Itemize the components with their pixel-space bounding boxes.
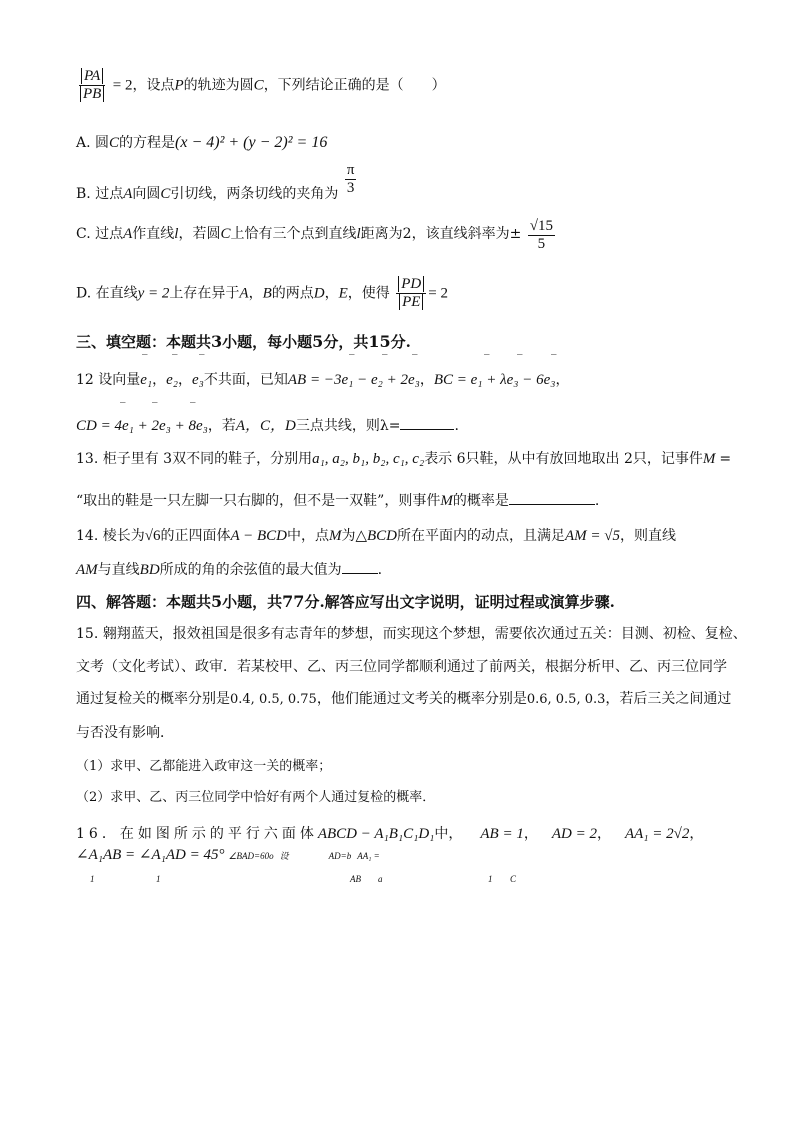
q16-subscript: 1 [156, 874, 161, 884]
option-b-fraction [345, 162, 357, 197]
line-bd: BD [139, 562, 160, 578]
q12-line-2 [76, 417, 459, 435]
vector-bar: ‾ [152, 401, 158, 414]
vector-bar: ‾ [349, 353, 355, 366]
q13-shoe-vars: a₁, a₂, b₁, b₂, c₁, c₂ [312, 451, 425, 467]
section-3-count: 3 [211, 332, 223, 351]
section-3-end: 分. [390, 333, 411, 351]
section-3-mid-2: 分，共 [323, 333, 369, 351]
section-4-end: 分.解答应写出文字说明，证明过程或演算步骤. [304, 593, 615, 611]
q11-text: ，设点 [132, 77, 175, 94]
vector-e3: e₃ [192, 372, 204, 388]
q16-text: 16．在如图所示的平行六面体 [76, 826, 318, 842]
q14-edge-length: √6 [144, 528, 161, 544]
q14-text-4: 为 [341, 528, 356, 544]
q15-subquestion-2: （2）求甲、乙、丙三位同学中恰好有两个人通过复检的概率． [76, 790, 436, 805]
option-b-var-c: C [160, 185, 171, 202]
option-d-label: D. 在直线 [76, 285, 138, 302]
q11-text-3: ，下列结论正确的是（ ） [263, 77, 446, 94]
q14-condition: AM = √5 [565, 528, 621, 544]
option-c-text-3: 上恰有三个点到直线 [230, 225, 357, 242]
vector-bar: ‾ [190, 401, 196, 414]
q13-text-4: 的概率是 [452, 493, 509, 509]
option-c-text: 作直线 [132, 225, 175, 242]
q16-let: 设 [279, 851, 289, 861]
q16-aa1-eq: AA₁ = [357, 851, 380, 861]
q11-text-2: 的轨迹为圆 [183, 77, 254, 94]
q16-solid: ABCD − A₁B₁C₁D₁ [317, 826, 435, 842]
option-a-text: 的方程是 [119, 135, 176, 151]
q12-sep: ， [152, 372, 167, 388]
option-d-var-b: B [262, 285, 272, 302]
q16-angle-bad: ∠BAD=60o [228, 851, 274, 861]
section-3-title: 三、填空题：本题共 [76, 333, 212, 351]
section-3-mid: 小题，每小题 [222, 333, 313, 351]
q14-text-3: 中，点 [286, 528, 329, 544]
option-d-var-d: D [313, 285, 325, 302]
option-d-text-4: ， [324, 285, 339, 302]
q13-line-1 [76, 450, 731, 468]
ratio-denominator: PB [80, 86, 104, 102]
option-c-var-c: C [220, 225, 231, 242]
q13-eq: = [719, 451, 732, 467]
vector-bar: ‾ [199, 353, 205, 366]
exam-probabilities: 0.6, 0.5, 0.3 [526, 692, 606, 707]
q12-end: . [454, 418, 459, 434]
vector-bar: ‾ [412, 353, 418, 366]
q16-line-1 [76, 825, 703, 843]
option-c-text-2: ，若圆 [178, 225, 221, 242]
ratio-fraction [78, 68, 106, 103]
option-a-label: A. 圆 [76, 135, 110, 151]
option-b [76, 162, 358, 202]
vector-bar: ‾ [120, 401, 126, 414]
vector-bar: ‾ [382, 353, 388, 366]
option-b-text: 向圆 [132, 185, 161, 202]
answer-blank[interactable] [509, 504, 595, 505]
vector-bc-expr: BC = e₁ + λe₃ − 6e₃ [433, 372, 556, 388]
section-3-points: 5 [312, 332, 324, 351]
q16-a-label: a [378, 874, 383, 884]
option-b-denominator: 3 [346, 180, 355, 196]
q16-aa1: AA₁ = 2√2 [624, 826, 690, 842]
q14-triangle: △BCD [355, 528, 398, 544]
q12-sep: ， [178, 372, 193, 388]
q13-text-3: “取出的鞋是一只左脚一只右脚的，但不是一双鞋”，则事件 [76, 493, 441, 509]
option-c-numerator: √15 [529, 218, 553, 234]
event-m: M [440, 493, 453, 509]
vector-bar: ‾ [517, 353, 523, 366]
option-c [76, 216, 557, 251]
q16-ab-label: AB [350, 874, 361, 884]
q13-end: . [594, 493, 600, 509]
option-d-var-e: E [338, 285, 348, 302]
answer-blank[interactable] [400, 429, 454, 430]
q12-text: 12 设向量 [76, 372, 141, 388]
option-b-text-2: 引切线，两条切线的夹角为 [170, 185, 339, 202]
q16-sep: ， [596, 826, 611, 842]
q16-ad-b: AD=b [328, 851, 352, 861]
vector-cd-expr: CD = 4e₁ + 2e₃ + 8e₃ [76, 418, 208, 434]
ratio-numerator: PA [81, 68, 103, 84]
q12-sep: ， [419, 372, 434, 388]
option-a-equation: (x − 4)² + (y − 2)² = 16 [175, 134, 328, 151]
q13-text: 13. 柜子里有 3双不同的鞋子，分别用 [76, 451, 313, 467]
option-d-line-eq: y = 2 [137, 285, 170, 302]
q12-text-4: 三点共线，则λ= [295, 418, 401, 434]
option-d-fraction [396, 276, 426, 311]
q11-condition-line [76, 68, 446, 103]
option-d-text-3: 的两点 [271, 285, 314, 302]
q16-text-2: 中， [434, 826, 463, 842]
option-d-eq-2: = 2 [428, 285, 448, 302]
answer-blank[interactable] [342, 573, 378, 574]
var-p: P [174, 77, 184, 94]
option-d-text-2: ， [248, 285, 263, 302]
q14-line-1 [76, 527, 676, 545]
option-b-numerator: π [346, 162, 355, 178]
q16-sep: ， [523, 826, 538, 842]
q16-sep: ， [689, 826, 704, 842]
option-c-fraction [528, 218, 555, 253]
q15-line-3 [76, 690, 731, 709]
q12-text-3: ，若 [207, 418, 236, 434]
q14-line-2 [76, 561, 382, 579]
line-am: AM [76, 562, 98, 578]
q16-subscript: 1 [90, 874, 95, 884]
section-3-heading [76, 333, 411, 351]
var-c: C [253, 77, 264, 94]
option-c-denominator: 5 [537, 236, 546, 252]
option-a-var-c: C [109, 135, 120, 151]
q14-text-8: 所成的角的余弦值的最大值为 [159, 562, 342, 578]
option-c-text-4: 距离为2，该直线斜率为± [360, 225, 522, 242]
option-c-var-l2: l [356, 225, 361, 242]
option-c-label: C. 过点 [76, 225, 124, 242]
q15-text: 通过复检关的概率分别是 [76, 691, 230, 707]
option-d-var-a: A [239, 285, 249, 302]
option-d-numerator: PD [398, 276, 424, 292]
q15-line-2: 文考（文化考试）、政审．若某校甲、乙、丙三位同学都顺利通过了前两关，根据分析甲、乙、丙三位同学 [76, 659, 727, 675]
event-m: M [702, 451, 716, 467]
point-m: M [328, 528, 342, 544]
ratio-eq: = 2 [112, 77, 133, 94]
q12-text-2: 不共面，已知 [203, 372, 288, 388]
section-4-heading [76, 593, 615, 611]
option-a [76, 134, 327, 152]
option-d-text-5: ，使得 [347, 285, 390, 302]
section-4-total: 77 [282, 592, 305, 611]
q16-ad: AD = 2 [551, 826, 597, 842]
q16-subscript: 1 [488, 874, 493, 884]
q14-end: . [377, 562, 383, 578]
q14-text-2: 的正四面体 [160, 528, 231, 544]
option-b-label: B. 过点 [76, 185, 124, 202]
q12-sep: ， [555, 372, 570, 388]
option-b-var-a: A [123, 185, 133, 202]
q12-line-1 [76, 371, 569, 389]
q14-text: 14. 棱长为 [76, 528, 145, 544]
q16-line-2 [76, 846, 380, 865]
q15-text-2: ，他们能通过文考关的概率分别是 [316, 691, 527, 707]
vector-bar: ‾ [551, 353, 557, 366]
q14-solid: A − BCD [230, 528, 287, 544]
section-4-mid: 小题，共 [222, 593, 283, 611]
option-d [76, 276, 448, 311]
vector-bar: ‾ [142, 353, 148, 366]
q13-line-2 [76, 492, 599, 510]
section-3-total: 15 [368, 332, 391, 351]
q15-text-3: ，若后三关之间通过 [605, 691, 732, 707]
vector-e2: e₂ [166, 372, 179, 388]
section-4-title: 四、解答题：本题共 [76, 593, 212, 611]
q15-line-1: 15. 翱翔蓝天，报效祖国是很多有志青年的梦想，而实现这个梦想，需要依次通过五关：目测、初检、复检、 [76, 626, 747, 642]
vector-e1: e₁ [140, 372, 153, 388]
q15-subquestion-1: （1）求甲、乙都能进入政审这一关的概率； [76, 759, 332, 774]
q14-text-5: 所在平面内的动点，且满足 [397, 528, 566, 544]
option-c-var-a: A [123, 225, 133, 242]
option-d-denominator: PE [399, 294, 423, 310]
q13-text-2: 表示 6只鞋，从中有放回地取出 2只，记事件 [424, 451, 703, 467]
option-d-text: 上存在异于 [169, 285, 240, 302]
q16-ab: AB = 1 [480, 826, 524, 842]
vector-ab-expr: AB = −3e₁ − e₂ + 2e₃ [287, 372, 420, 388]
q15-line-4: 与否没有影响． [76, 725, 174, 741]
q14-text-7: 与直线 [97, 562, 140, 578]
q12-points: A，C，D [235, 418, 296, 434]
vector-bar: ‾ [484, 353, 490, 366]
option-c-var-l: l [174, 225, 179, 242]
section-4-count: 5 [211, 592, 223, 611]
recheck-probabilities: 0.4, 0.5, 0.75 [230, 692, 317, 707]
q14-text-6: ，则直线 [620, 528, 677, 544]
vector-bar: ‾ [172, 353, 178, 366]
q16-c-label: C [510, 874, 517, 884]
q16-angles: ∠A₁AB = ∠A₁AD = 45° [76, 847, 225, 863]
